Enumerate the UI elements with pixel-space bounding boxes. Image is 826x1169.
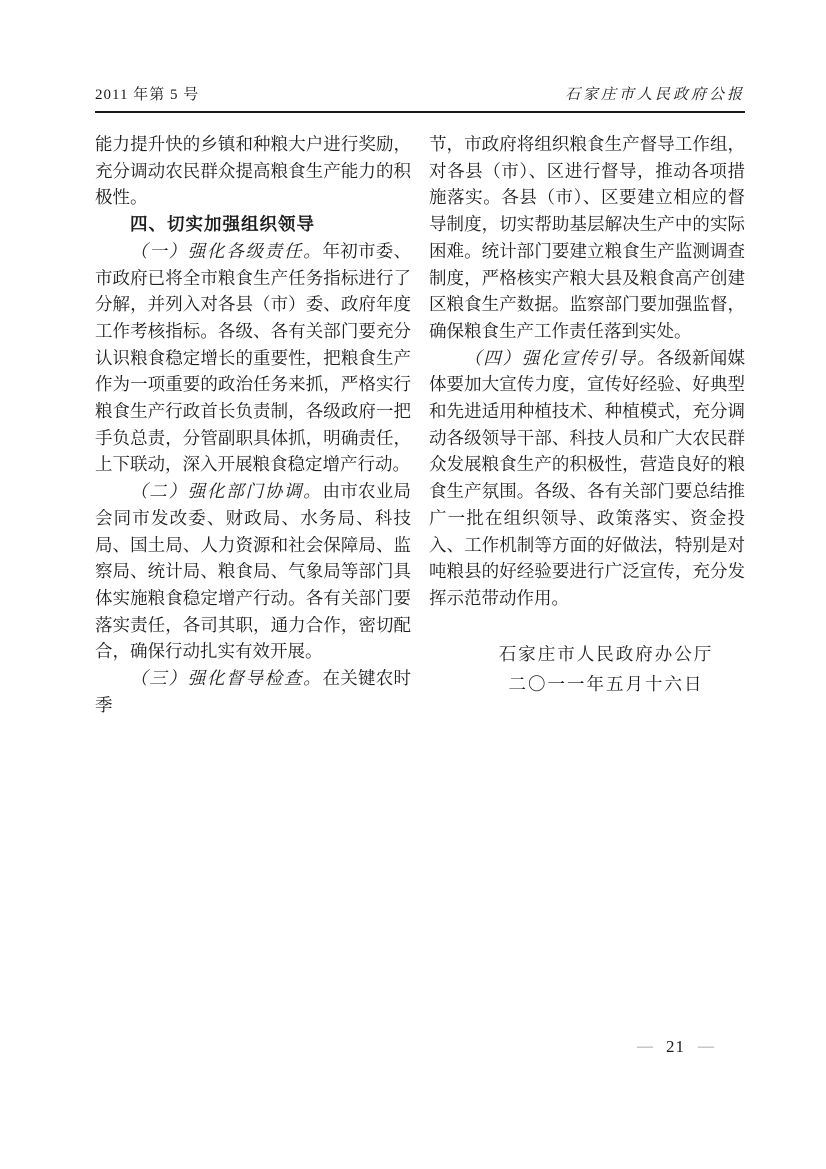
right-column — [429, 131, 745, 718]
signature-block — [429, 639, 745, 699]
item-paragraph-3 — [95, 665, 411, 718]
item-1-label: （一）强化各级责任。 — [130, 240, 323, 261]
header-gazette-title: 石家庄市人民政府公报 — [564, 87, 745, 103]
footer-dash-left: — — [637, 1038, 653, 1055]
paragraph-continuation-left: 能力提升快的乡镇和种粮大户进行奖励，充分调动农民群众提高粮食生产能力的积极性。 — [95, 134, 411, 208]
item-4-label: （四）强化宣传引导。 — [464, 347, 657, 368]
item-paragraph-1 — [95, 238, 411, 478]
footer-dash-right: — — [698, 1038, 714, 1055]
body-columns — [95, 131, 745, 718]
paragraph-continuation-right: 节，市政府将组织粮食生产督导工作组，对各县（市）、区进行督导，推动各项措施落实。各县（市）、区要建立相应的督导制度，切实帮助基层解决生产中的实际困难。统计部门要建立粮食生产监测调查制度，严格核实产粮大县及粮食高产创建区粮食生产数据。监察部门要加强监督，确保粮食生产工作责任落到实处。 — [429, 134, 745, 341]
item-2-text: 由市农业局会同市发改委、财政局、水务局、科技局、国土局、人力资源和社会保障局、监察局、统计局、粮食局、气象局等部门具体实施粮食稳定增产行动。各有关部门要落实责任，各司其职，通力合作，密切配合，确保行动扎实有效开展。 — [95, 481, 411, 662]
page-footer — [637, 1036, 714, 1058]
item-2-label: （二）强化部门协调。 — [130, 481, 323, 502]
left-column — [95, 131, 411, 718]
signature-office: 石家庄市人民政府办公厅 — [498, 643, 714, 664]
section-heading-4: 四、切实加强组织领导 — [130, 214, 315, 235]
header-issue-number: 2011 年第 5 号 — [95, 87, 200, 103]
running-head — [95, 86, 745, 113]
page-number: 21 — [666, 1037, 685, 1056]
signature-date: 二〇一一年五月十六日 — [508, 673, 704, 694]
item-1-text: 年初市委、市政府已将全市粮食生产任务指标进行了分解，并列入对各县（市）委、政府年度工作考核指标。各级、各有关部门要充分认识粮食稳定增长的重要性，把粮食生产作为一项重要的政治任务来抓，严格实行粮食生产行政首长负责制，各级政府一把手负总责，分管副职具体抓，明确责任，上下联动，深入开展粮食稳定增产行动。 — [95, 240, 411, 475]
item-3-text: 在关键农时季 — [95, 668, 411, 715]
item-paragraph-4 — [429, 345, 745, 612]
item-3-label: （三）强化督导检查。 — [130, 668, 323, 689]
item-paragraph-2 — [95, 478, 411, 665]
item-4-text: 各级新闻媒体要加大宣传力度，宣传好经验、好典型和先进适用种植技术、种植模式，充分调动各级领导干部、科技人员和广大农民群众发展粮食生产的积极性，营造良好的粮食生产氛围。各级、各有关部门要总结推广一批在组织领导、政策落实、资金投入、工作机制等方面的好做法，特别是对吨粮县的好经验要进行广泛宣传，充分发挥示范带动作用。 — [429, 347, 745, 608]
